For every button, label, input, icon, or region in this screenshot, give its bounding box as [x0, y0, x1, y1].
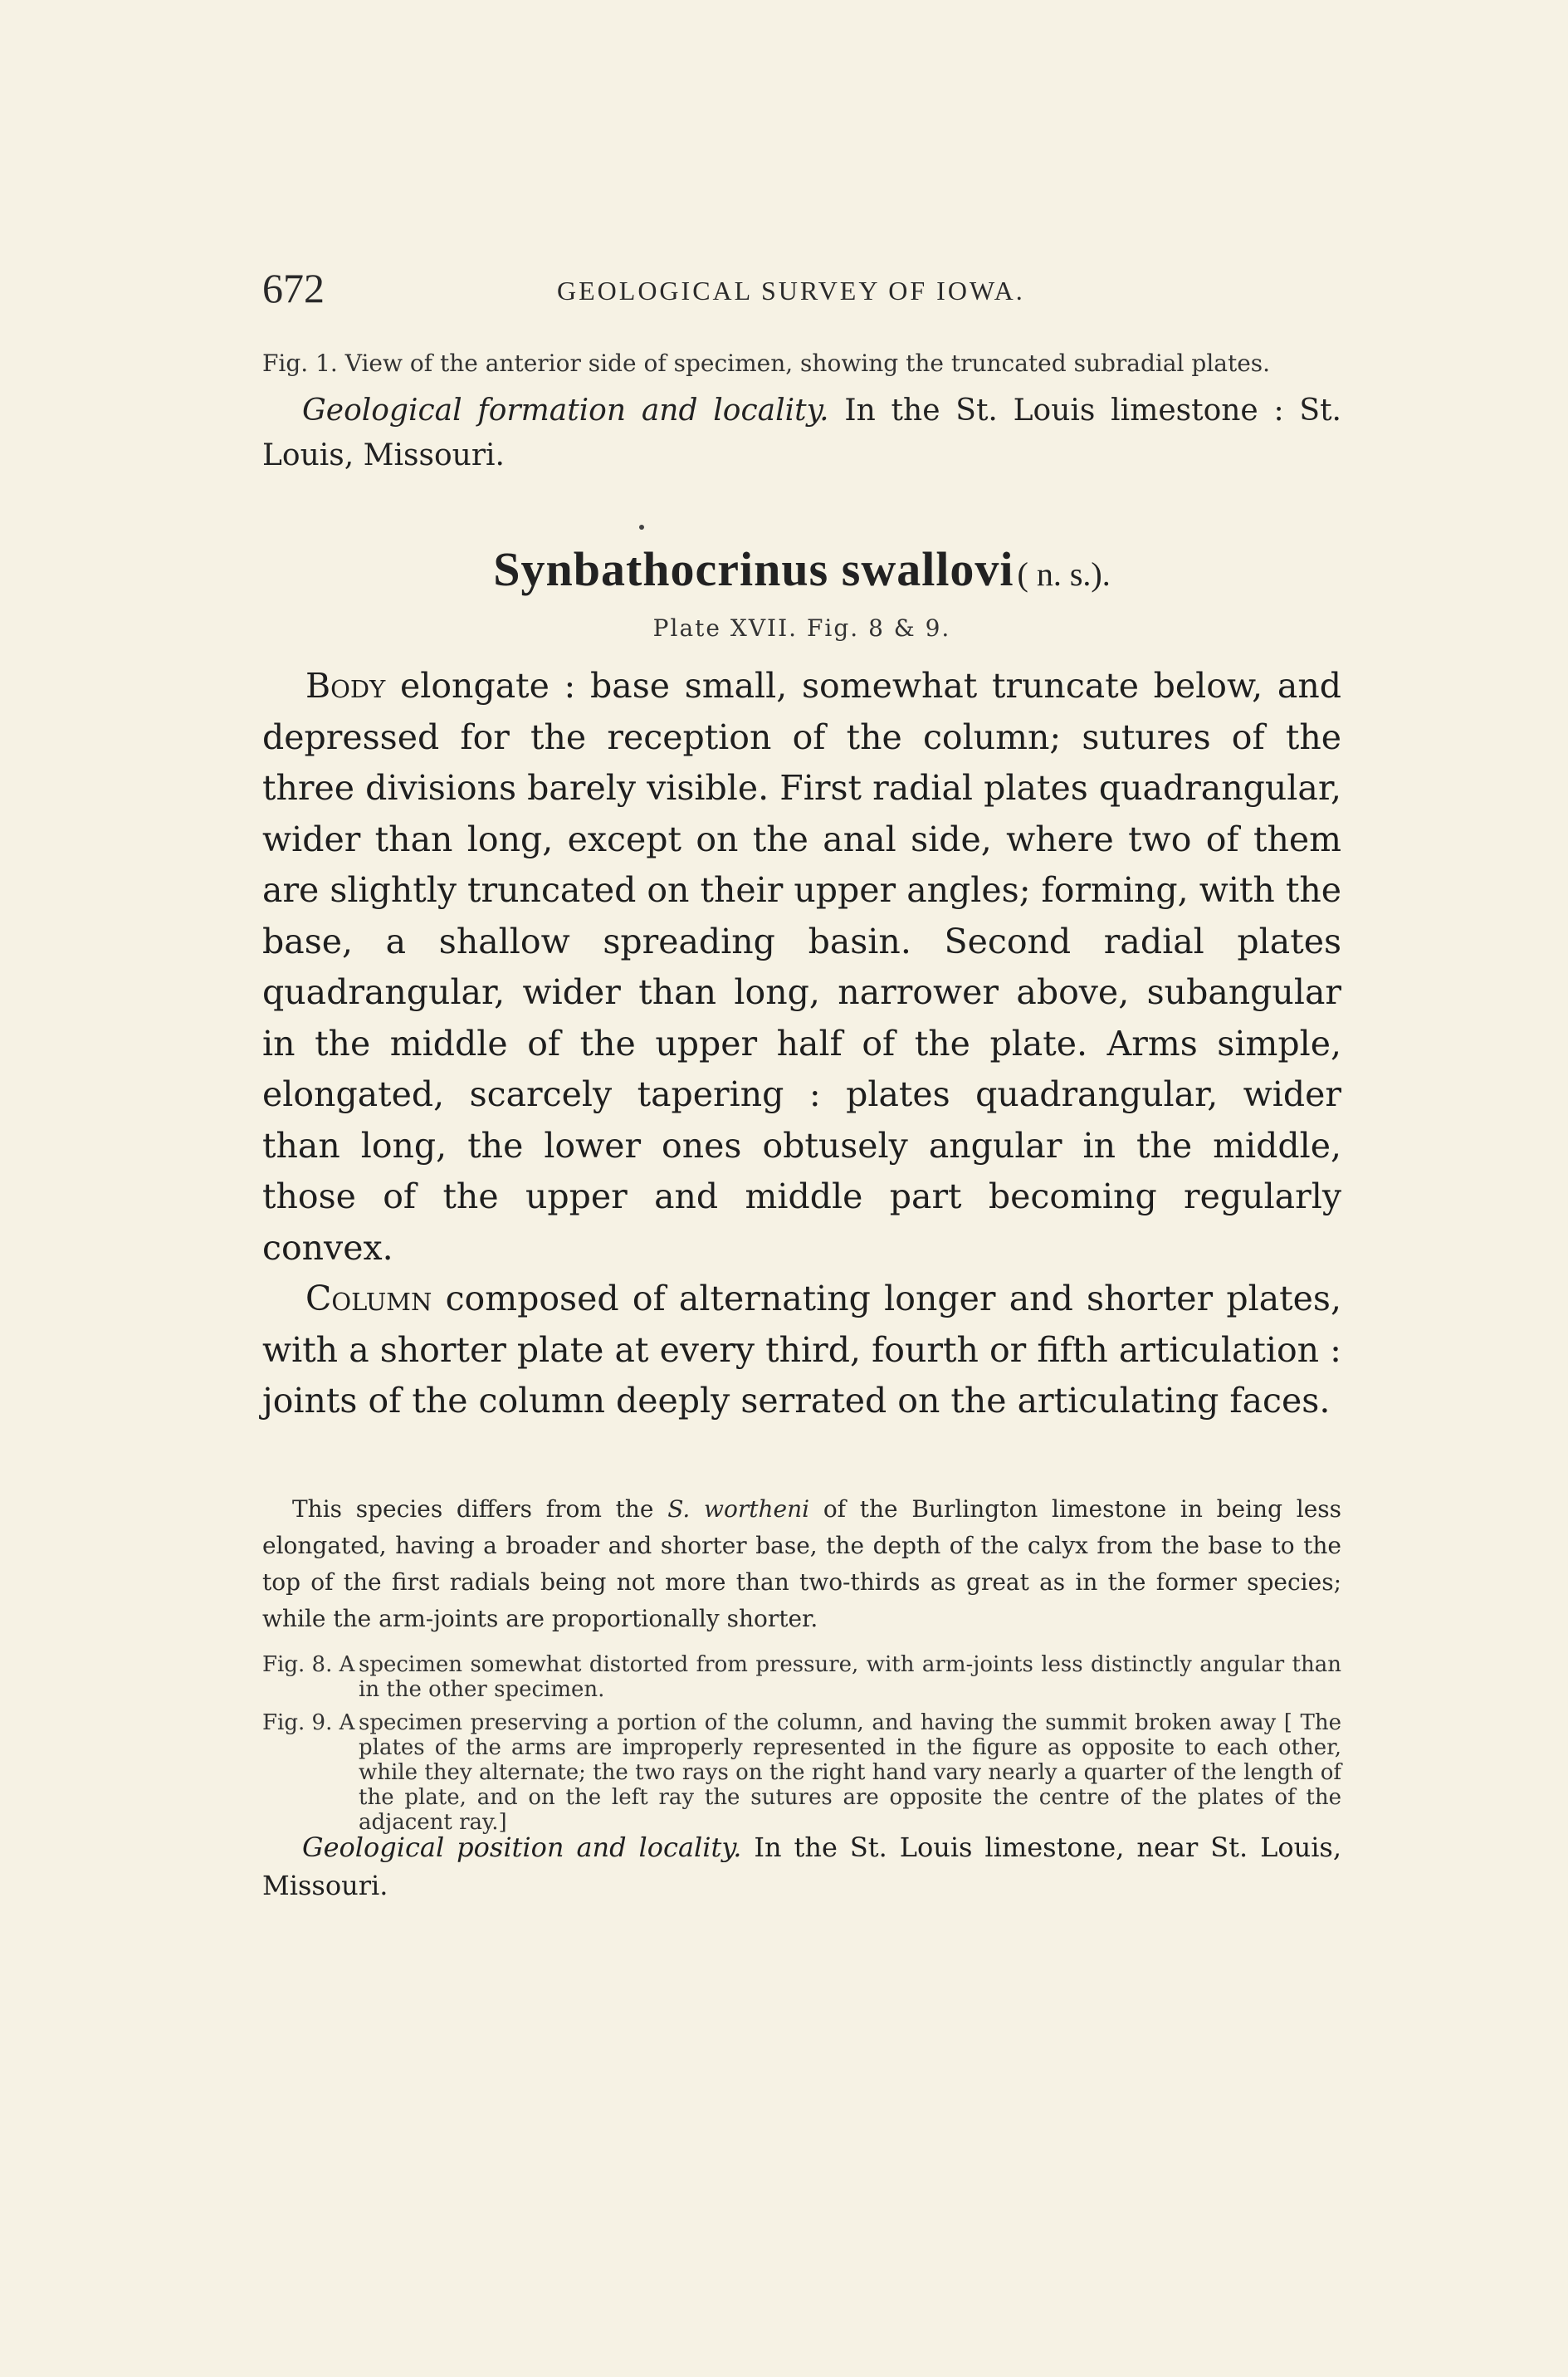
column-paragraph	[262, 1274, 1341, 1427]
remarks-after: of the Burlington limestone in being less elongated, having a broader and shorter base, the depth of the calyx from the base to the top of the first radials being not more than two-thirds as great as in the former species; while the arm-joints are proportionally shorter.	[262, 1495, 1341, 1632]
body-lead-word: Body	[305, 666, 386, 706]
species-description	[262, 661, 1341, 1427]
species-heading	[262, 541, 1341, 597]
locality-2-text: In the St. Louis limestone, near St. Louis, Missouri.	[262, 1832, 1342, 1901]
figure-9-text: specimen preserving a portion of the column, and having the summit broken away [ The plates of the arms are improperly represented in the figure as opposite to each other, while they alternate; the two rays on the right hand vary nearly a quarter of the length of the plate, and on the left ray the sutures are opposite the centre of the plates of the adjacent ray.]	[359, 1710, 1341, 1835]
figure-9-explanation	[262, 1710, 1341, 1835]
body-paragraph	[262, 661, 1341, 1274]
figure-1-text: View of the anterior side of specimen, showing the truncated subradial plates.	[344, 350, 1271, 377]
figure-8-label: Fig. 8. A	[262, 1652, 355, 1677]
species-note: ( n. s.).	[1017, 555, 1111, 593]
page-number: 672	[262, 265, 325, 311]
print-dot-mark	[639, 525, 644, 530]
figure-8-text: specimen somewhat distorted from pressure, with arm-joints less distinctly angular than in the other specimen.	[359, 1652, 1341, 1702]
remarks-before: This species differs from the	[292, 1495, 654, 1523]
locality-1-label: Geological formation and locality.	[302, 394, 829, 428]
column-lead-word: Column	[305, 1279, 432, 1318]
figure-9-label: Fig. 9. A	[262, 1710, 355, 1735]
body-text: elongate : base small, somewhat truncate below, and depressed for the reception of the column; sutures of the three divisions barely visible. First radial plates quadrangular, wider than long, except on the anal side, where two of them are slightly truncated on their upper angles; forming, with the base, a shallow spreading basin. Second radial plates quadrangular, wider than long, narrower above, subangular in the middle of the upper half of the plate. Arms simple, elongated, scarcely tapering : plates quadrangular, wider than long, the lower ones obtusely angular in the middle, those of the upper and middle part becoming regularly convex.	[262, 666, 1341, 1268]
plate-reference: Plate XVII. Fig. 8 & 9.	[652, 614, 951, 642]
locality-paragraph-2	[262, 1828, 1341, 1905]
figure-1-caption	[262, 347, 1341, 380]
remarks-species-ref: S. wortheni	[667, 1495, 810, 1523]
figure-explanations	[262, 1652, 1341, 1843]
locality-paragraph-1	[262, 389, 1341, 478]
running-head	[262, 264, 1341, 314]
column-text: composed of alternating longer and shorter plates, with a shorter plate at every third, fourth or fifth articulation : joints of the column deeply serrated on the articulating faces.	[262, 1279, 1341, 1421]
figure-8-explanation	[262, 1652, 1341, 1702]
species-name: Synbathocrinus swallovi	[493, 542, 1014, 596]
remarks-paragraph	[262, 1491, 1341, 1637]
locality-1-text: In the St. Louis limestone : St. Louis, Missouri.	[262, 394, 1341, 472]
running-title: GEOLOGICAL SURVEY OF IOWA.	[557, 276, 1025, 306]
locality-2-label: Geological position and locality.	[302, 1832, 742, 1863]
figure-1-label: Fig. 1.	[262, 350, 338, 377]
